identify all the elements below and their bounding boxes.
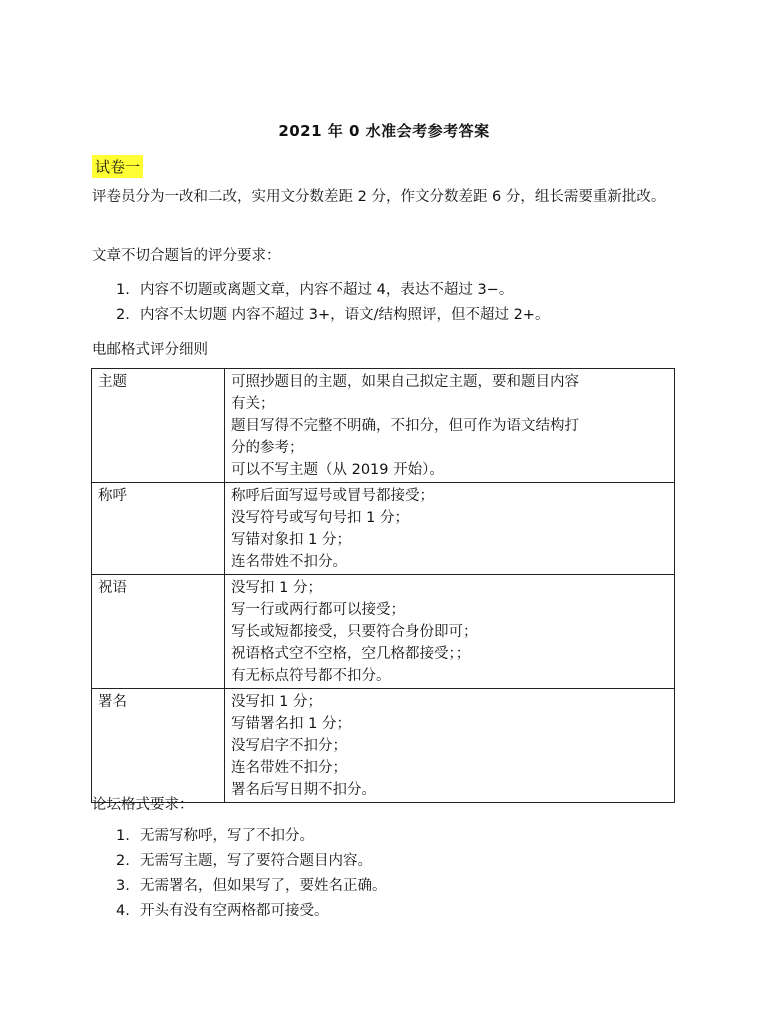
list-item: [116, 899, 387, 924]
table-key-cell: 称呼: [92, 483, 225, 575]
table-rule-cell: [225, 369, 675, 483]
document-title: 2021 年 0 水准会考参考答案: [278, 122, 490, 140]
table-key-cell: 主题: [92, 369, 225, 483]
rule-line: 祝语格式空不空格，空几格都接受；；: [231, 646, 471, 662]
table-key-cell: 署名: [92, 689, 225, 803]
intro-paragraph: 评卷员分为一改和二改，实用文分数差距 2 分，作文分数差距 6 分，组长需要重新批改。: [92, 189, 666, 205]
forum-format-heading: 论坛格式要求：: [92, 797, 194, 813]
rule-line: 称呼后面写逗号或冒号都接受；: [231, 488, 434, 504]
rule-line: 分的参考；: [231, 440, 304, 456]
rule-line: 写一行或两行都可以接受；: [231, 602, 405, 618]
list-item-number: 4.: [116, 903, 130, 919]
rule-line: 有无标点符号都不扣分。: [231, 668, 391, 684]
list-item-text: 无需写主题，写了要符合题目内容。: [140, 853, 372, 869]
rule-line: 可照抄题目的主题，如果自己拟定主题，要和题目内容: [231, 374, 579, 390]
rule-line: 有关；: [231, 396, 275, 412]
list-item-text: 无需写称呼，写了不扣分。: [140, 828, 314, 844]
table-rule-cell: [225, 483, 675, 575]
list-item-text: 无需署名，但如果写了，要姓名正确。: [140, 878, 387, 894]
email-format-table: [91, 368, 675, 803]
list-item-number: 2.: [116, 853, 130, 869]
rule-line: 没写符号或写句号扣 1 分；: [231, 510, 409, 526]
table-row: [92, 369, 675, 483]
rule-line: 题目写得不完整不明确，不扣分，但可作为语文结构打: [231, 418, 579, 434]
list-item: [116, 278, 549, 303]
rule-line: 没写扣 1 分；: [231, 694, 322, 710]
table-row: [92, 575, 675, 689]
rule-line: 署名后写日期不扣分。: [231, 782, 376, 798]
list-item: [116, 303, 549, 328]
table-rule-cell: [225, 575, 675, 689]
list-item: [116, 874, 387, 899]
table-rule-cell: [225, 689, 675, 803]
list-item: [116, 849, 387, 874]
rule-line: 写长或短都接受，只要符合身份即可；: [231, 624, 478, 640]
offtopic-heading: 文章不切合题旨的评分要求：: [92, 248, 281, 264]
table-row: [92, 689, 675, 803]
list-item: [116, 824, 387, 849]
rule-line: 没写启字不扣分；: [231, 738, 347, 754]
list-item-number: 3.: [116, 878, 130, 894]
table-key-cell: 祝语: [92, 575, 225, 689]
rule-line: 写错署名扣 1 分；: [231, 716, 351, 732]
forum-format-list: [116, 824, 387, 924]
table-row: [92, 483, 675, 575]
rule-line: 没写扣 1 分；: [231, 580, 322, 596]
list-item-number: 1.: [116, 828, 130, 844]
list-item-number: 1.: [116, 282, 130, 298]
email-format-heading: 电邮格式评分细则: [92, 342, 208, 358]
list-item-number: 2.: [116, 307, 130, 323]
rule-line: 连名带姓不扣分。: [231, 554, 347, 570]
rule-line: 可以不写主题（从 2019 开始）。: [231, 462, 444, 478]
offtopic-list: [116, 278, 549, 328]
list-item-text: 开头有没有空两格都可接受。: [140, 903, 329, 919]
rule-line: 连名带姓不扣分；: [231, 760, 347, 776]
list-item-text: 内容不切题或离题文章，内容不超过 4，表达不超过 3−。: [140, 282, 514, 298]
list-item-text: 内容不太切题 内容不超过 3+，语文/结构照评，但不超过 2+。: [140, 307, 550, 323]
section-label-highlighted: 试卷一: [92, 155, 143, 178]
rule-line: 写错对象扣 1 分；: [231, 532, 351, 548]
